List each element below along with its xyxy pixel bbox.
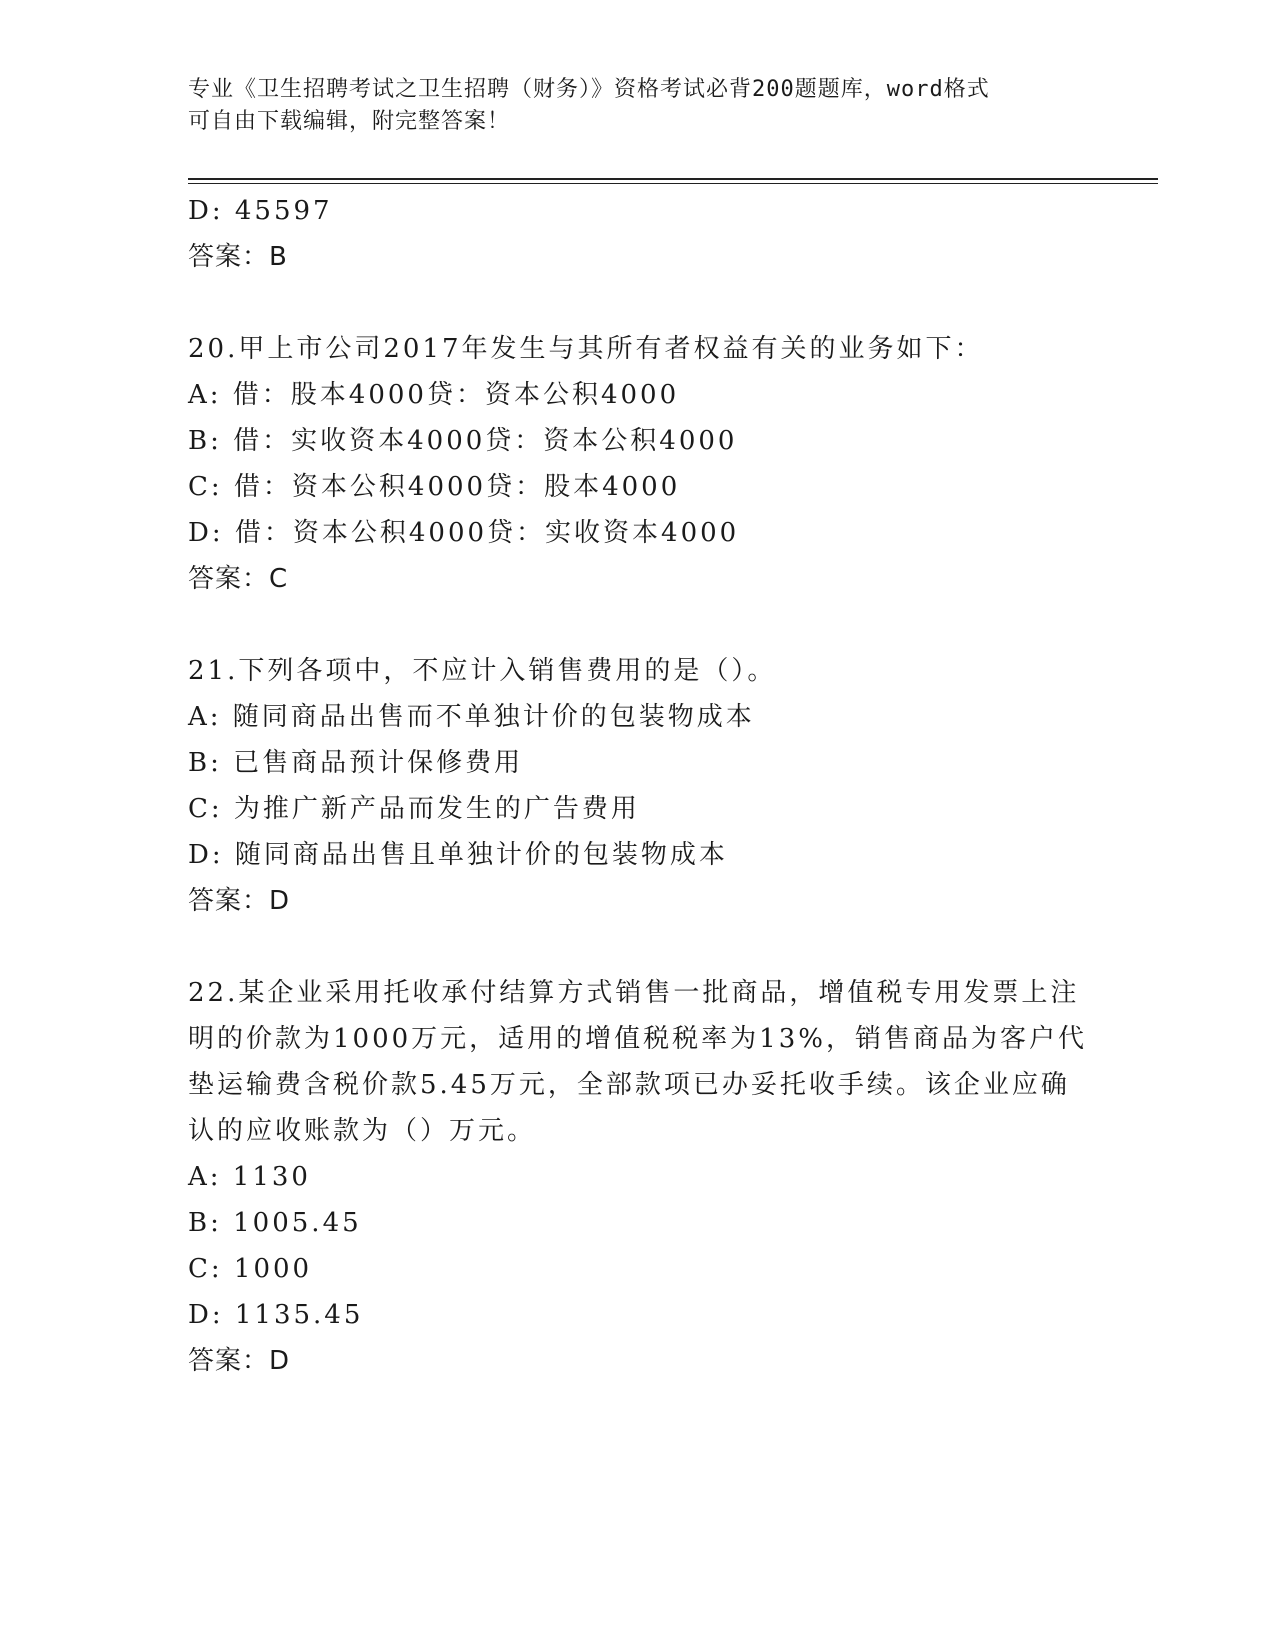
- question-20-option-a: A: 借：股本4000贷：资本公积4000: [188, 380, 680, 410]
- question-21: [188, 648, 1078, 924]
- prev-option-d: D: 45597: [188, 196, 333, 226]
- spacer: [188, 280, 1078, 326]
- question-22-text-line-1: 22.某企业采用托收承付结算方式销售一批商品，增值税专用发票上注: [188, 978, 1080, 1008]
- document-header: [188, 74, 1088, 138]
- question-22-text-line-2: 明的价款为1000万元，适用的增值税税率为13%，销售商品为客户代: [188, 1024, 1087, 1054]
- question-content: [188, 188, 1087, 1384]
- question-21-text: 21.下列各项中，不应计入销售费用的是（）。: [188, 656, 777, 686]
- question-20-option-b: B: 借：实收资本4000贷：资本公积4000: [188, 426, 738, 456]
- question-20: [188, 326, 1078, 602]
- header-line-2: 可自由下载编辑，附完整答案！: [188, 109, 511, 134]
- question-22-option-a: A: 1130: [188, 1162, 311, 1192]
- question-20-text: 20.甲上市公司2017年发生与其所有者权益有关的业务如下：: [188, 334, 984, 364]
- question-22-text-line-3: 垫运输费含税价款5.45万元，全部款项已办妥托收手续。该企业应确: [188, 1070, 1070, 1100]
- question-22-answer: 答案：D: [188, 1346, 291, 1376]
- question-20-option-c: C: 借：资本公积4000贷：股本4000: [188, 472, 681, 502]
- question-21-option-a: A: 随同商品出售而不单独计价的包装物成本: [188, 702, 755, 732]
- header-divider-thick: [188, 178, 1158, 180]
- question-22-option-c: C: 1000: [188, 1254, 313, 1284]
- header-divider-thin: [188, 183, 1158, 184]
- question-21-option-d: D: 随同商品出售且单独计价的包装物成本: [188, 840, 728, 870]
- prev-answer: 答案：B: [188, 242, 288, 272]
- question-22-text-line-4: 认的应收账款为（）万元。: [188, 1116, 537, 1146]
- question-22-option-d: D: 1135.45: [188, 1300, 364, 1330]
- question-20-answer: 答案：C: [188, 564, 289, 594]
- question-20-option-d: D: 借：资本公积4000贷：实收资本4000: [188, 518, 740, 548]
- header-line-1: 专业《卫生招聘考试之卫生招聘（财务）》资格考试必背200题题库，word格式: [188, 77, 990, 102]
- question-22: [188, 970, 1087, 1384]
- question-21-option-b: B: 已售商品预计保修费用: [188, 748, 524, 778]
- question-21-answer: 答案：D: [188, 886, 291, 916]
- question-22-option-b: B: 1005.45: [188, 1208, 362, 1238]
- spacer: [188, 602, 1078, 648]
- question-21-option-c: C: 为推广新产品而发生的广告费用: [188, 794, 640, 824]
- spacer: [188, 924, 1078, 970]
